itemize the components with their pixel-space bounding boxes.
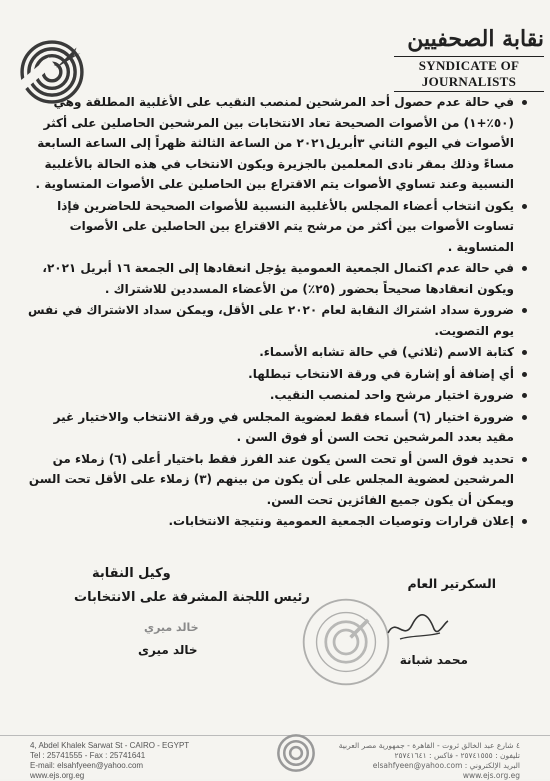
footer-logo-icon — [275, 732, 317, 774]
list-item: يكون انتخاب أعضاء المجلس بالأغلبية النسبية للأصوات الصحيحة للحاضرين فإذا تساوت الأصوات بين أكثر من مرشح يتم الاقتراع بين الحاصلين على الأصوات المتساوية . — [22, 196, 528, 258]
footer-phone-ar: تليفون : ٢٥٧٤١٥٥٥ - فاكس : ٢٥٧٤١٦٤١ — [394, 751, 520, 760]
official-stamp-icon — [300, 596, 392, 688]
secretary-general-name: محمد شبانة — [399, 653, 468, 667]
list-item: تحديد فوق السن أو تحت السن يكون عند الفرز فقط باختيار أعلى (٦) زملاء من المرشحين لعضوية المجلس على أن يكون من بينهم (٣) زملاء على الأقل تحت السن ويمكن أن يكون جميع الفائزين تحت السن. — [22, 449, 528, 511]
list-item: في حالة عدم اكتمال الجمعية العمومية يؤجل انعقادها إلى الجمعة ١٦ أبريل ٢٠٢١، ويكون انعقادها صحيحاً بحضور (٢٥٪) من الأعضاء المسددين للاشتراك . — [22, 258, 528, 299]
footer-contact-arabic — [339, 741, 520, 781]
footer-email: E-mail: elsahfyeen@yahoo.com — [30, 761, 144, 770]
document-body — [22, 92, 528, 533]
syndicate-arabic-name: نقابة الصحفيين — [407, 26, 544, 52]
list-item: ضرورة سداد اشتراك النقابة لعام ٢٠٢٠ على الأقل، ويمكن سداد الاشتراك في نفس يوم التصويت. — [22, 300, 528, 341]
footer-contact-english — [30, 741, 189, 781]
footer-website-ar: www.ejs.org.eg — [462, 771, 520, 780]
list-item: أي إضافة أو إشارة في ورقة الانتخاب تبطلها. — [22, 364, 528, 385]
deputy-head-name: خالد ميرى — [138, 643, 198, 657]
footer-email-ar: البريد الإلكتروني : elsahfyeen@yahoo.com — [372, 761, 520, 770]
handwritten-signature-icon — [382, 603, 452, 649]
list-item: إعلان قرارات وتوصيات الجمعية العمومية ونتيجة الانتخابات. — [22, 511, 528, 532]
rules-list — [22, 92, 528, 532]
list-item: كتابة الاسم (ثلاثي) في حالة تشابه الأسماء. — [22, 342, 528, 363]
footer-address: 4, Abdel Khalek Sarwat St - CAIRO - EGYPT — [30, 741, 190, 750]
list-item: في حالة عدم حصول أحد المرشحين لمنصب النقيب على الأغلبية المطلقة وهي (٥٠٪+١) من الأصوات الصحيحة تعاد الانتخابات بين المرشحين الحاصلين على أكثر الأصوات في اليوم الثاني ٣أبريل٢٠٢١ من الساعة الثالثة ظهراً إلى الساعة السابعة مساءً وذلك بمقر نادى المعلمين بالجزيرة ويكون الانتخاب في هذه الحالة بالأغلبية النسبية وعند تساوي الأصوات يتم الاقتراع بين الحاصلين على الأصوات المتساوية . — [22, 92, 528, 195]
faint-signature-name: خالد ميري — [144, 621, 199, 634]
footer-address-ar: ٤ شارع عبد الخالق ثروت - القاهرة - جمهورية مصر العربية — [338, 741, 520, 750]
deputy-head-title: وكيل النقابة — [92, 566, 171, 581]
masthead — [394, 24, 544, 92]
footer-website: www.ejs.org.eg — [30, 771, 85, 780]
list-item: ضرورة اختيار (٦) أسماء فقط لعضوية المجلس في ورقة الانتخاب والاختيار غير مقيد بعدد المرشحين تحت السن أو فوق السن . — [22, 407, 528, 448]
list-item: ضرورة اختيار مرشح واحد لمنصب النقيب. — [22, 385, 528, 406]
election-committee-title: رئيس اللجنة المشرفة على الانتخابات — [74, 590, 310, 605]
footer-phone: Tel : 25741555 - Fax : 25741641 — [30, 751, 146, 760]
secretary-general-title: السكرتير العام — [407, 576, 496, 591]
syndicate-english-name: SYNDICATE OF JOURNALISTS — [394, 56, 544, 92]
